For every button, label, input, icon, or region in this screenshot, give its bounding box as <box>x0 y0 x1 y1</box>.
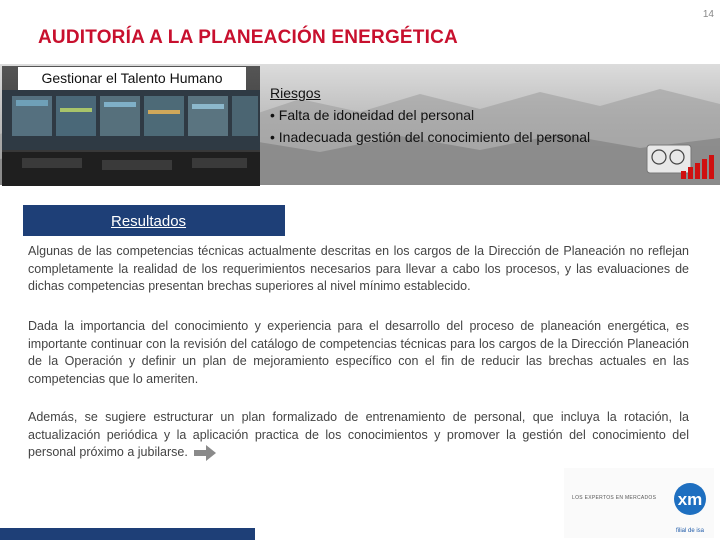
risk-level-icon <box>645 143 715 183</box>
paragraph: Algunas de las competencias técnicas actualmente descritas en los cargos de la Dirección de Planeación no reflejan completamente la realidad de los requerimientos necesarios para llevar a cabo los procesos, y las evaluaciones de dichas competencias presentan brechas superiores al nivel mínimo establecido. <box>28 244 689 293</box>
next-arrow-icon[interactable] <box>194 445 216 461</box>
page-title: AUDITORÍA A LA PLANEACIÓN ENERGÉTICA <box>38 27 458 48</box>
footer-bar <box>0 528 255 540</box>
page-number: 14 <box>702 9 714 20</box>
logo-subsidiary: filial de isa <box>676 528 705 534</box>
section-label: Gestionar el Talento Humano <box>18 67 246 90</box>
logo-mark: xm <box>677 490 703 509</box>
paragraph-last <box>28 409 689 462</box>
risk-item: • Inadecuada gestión del conocimiento del personal <box>270 129 591 145</box>
paragraph-text: Además, se sugiere estructurar un plan formalizado de entrenamiento de personal, que incluya la rotación, la actualización periódica y la aplicación practica de los conocimientos y promover la gestión del conocimiento del personal próximo a jubilarse. <box>28 410 689 459</box>
results-header <box>23 205 285 236</box>
logo-tagline: LOS EXPERTOS EN MERCADOS <box>572 495 657 501</box>
xm-logo-icon <box>668 482 712 516</box>
paragraph: Dada la importancia del conocimiento y experiencia para el desarrollo del proceso de planeación energética, es importante continuar con la revisión del catálogo de competencias técnicas para los cargos de la Dirección Planeación de la Operación y definir un plan de mejoramiento específico con el fin de reducir las brechas actuales en las competencias que lo ameriten. <box>28 319 689 386</box>
company-logo <box>564 468 714 538</box>
risks-block <box>270 82 590 148</box>
risk-item: • Falta de idoneidad del personal <box>270 107 475 123</box>
results-label: Resultados <box>111 213 187 230</box>
risks-heading: Riesgos <box>270 85 321 101</box>
